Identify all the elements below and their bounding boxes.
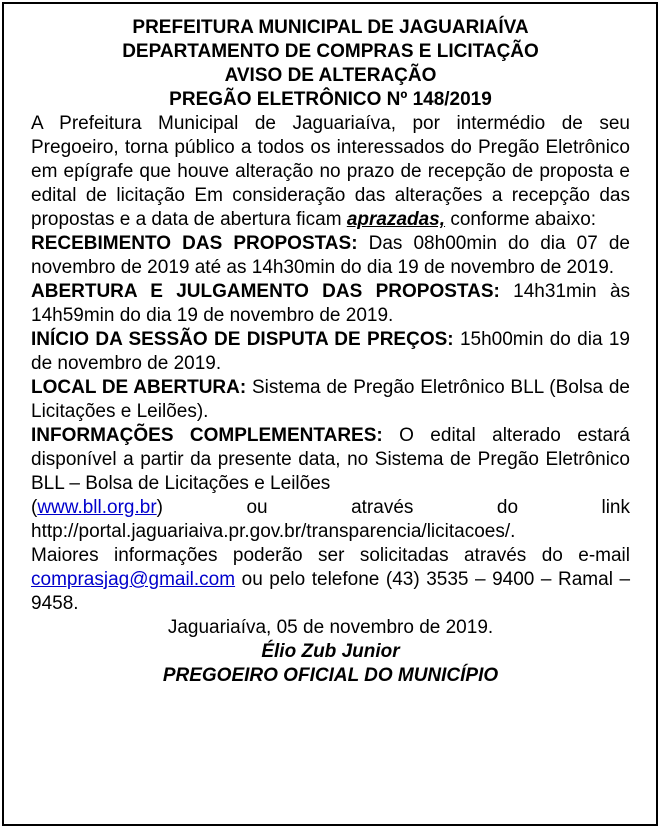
section-label: LOCAL DE ABERTURA: bbox=[31, 377, 247, 398]
section-text: O edital alterado estará disponível a partir da presente data, no Sistema de Pregão Eletrônico BLL – Bolsa de Licitações e Leilões bbox=[31, 425, 630, 494]
place-date: Jaguariaíva, 05 de novembro de 2019. bbox=[167, 617, 494, 638]
intro-text: A Prefeitura Municipal de Jaguariaíva, por intermédio de seu Pregoeiro, torna público a todos os interessados do Pregão Eletrônico em epígrafe que houve alteração no prazo de recepção de proposta e edital de licitação Em consideração das alterações a recepção das propostas e a data de abertura ficam bbox=[31, 113, 630, 230]
info-url-line bbox=[31, 520, 630, 544]
email-link[interactable]: comprasjag@gmail.com bbox=[31, 569, 236, 590]
intro-text-end: conforme abaixo: bbox=[450, 209, 597, 230]
section-text: Sistema de Pregão Eletrônico BLL (Bolsa de Licitações e Leilões). bbox=[31, 377, 631, 422]
intro-paragraph bbox=[31, 112, 630, 232]
paren-open: ( bbox=[31, 497, 38, 518]
section-local bbox=[31, 376, 630, 424]
notice-frame bbox=[2, 2, 658, 826]
section-label: INFORMAÇÕES COMPLEMENTARES: bbox=[31, 425, 383, 446]
section-label: INÍCIO DA SESSÃO DE DISPUTA DE PREÇOS: bbox=[31, 329, 454, 350]
signatory-role: PREGOEIRO OFICIAL DO MUNICÍPIO bbox=[162, 665, 499, 686]
header-line-4: PREGÃO ELETRÔNICO Nº 148/2019 bbox=[169, 89, 492, 110]
header-line-2: DEPARTAMENTO DE COMPRAS E LICITAÇÃO bbox=[122, 41, 539, 62]
section-inicio bbox=[31, 328, 630, 376]
section-text: 14h31min às 14h59min do dia 19 de novembro de 2019. bbox=[31, 281, 631, 326]
phone-text: ou pelo telefone (43) 3535 – 9400 – Ramal – 9458. bbox=[31, 569, 631, 614]
section-text: Das 08h00min do dia 07 de novembro de 2019 até as 14h30min do dia 19 de novembro de 2019. bbox=[31, 233, 630, 278]
section-abertura bbox=[31, 280, 630, 328]
section-recebimento bbox=[31, 232, 630, 280]
notice-body bbox=[31, 112, 630, 616]
notice-footer bbox=[31, 616, 630, 688]
info-link-line bbox=[31, 496, 630, 520]
paren-close: ) bbox=[156, 497, 163, 518]
bll-site-link[interactable]: www.bll.org.br bbox=[37, 497, 157, 518]
portal-url: http://portal.jaguariaiva.pr.gov.br/transparencia/licitacoes/. bbox=[31, 521, 516, 542]
signatory-name: Élio Zub Junior bbox=[261, 641, 400, 662]
section-text: 15h00min do dia 19 de novembro de 2019. bbox=[31, 329, 630, 374]
header-line-3: AVISO DE ALTERAÇÃO bbox=[224, 65, 437, 86]
info-text: ou através do link bbox=[246, 497, 630, 518]
notice-header bbox=[31, 16, 630, 112]
header-line-1: PREFEITURA MUNICIPAL DE JAGUARIAÍVA bbox=[132, 17, 529, 38]
contact-text: Maiores informações poderão ser solicitadas através do e-mail bbox=[31, 545, 630, 566]
info-contact bbox=[31, 544, 630, 616]
section-info bbox=[31, 424, 630, 496]
intro-emphasis: aprazadas, bbox=[346, 209, 446, 230]
section-label: ABERTURA E JULGAMENTO DAS PROPOSTAS: bbox=[31, 281, 500, 302]
section-label: RECEBIMENTO DAS PROPOSTAS: bbox=[31, 233, 358, 254]
